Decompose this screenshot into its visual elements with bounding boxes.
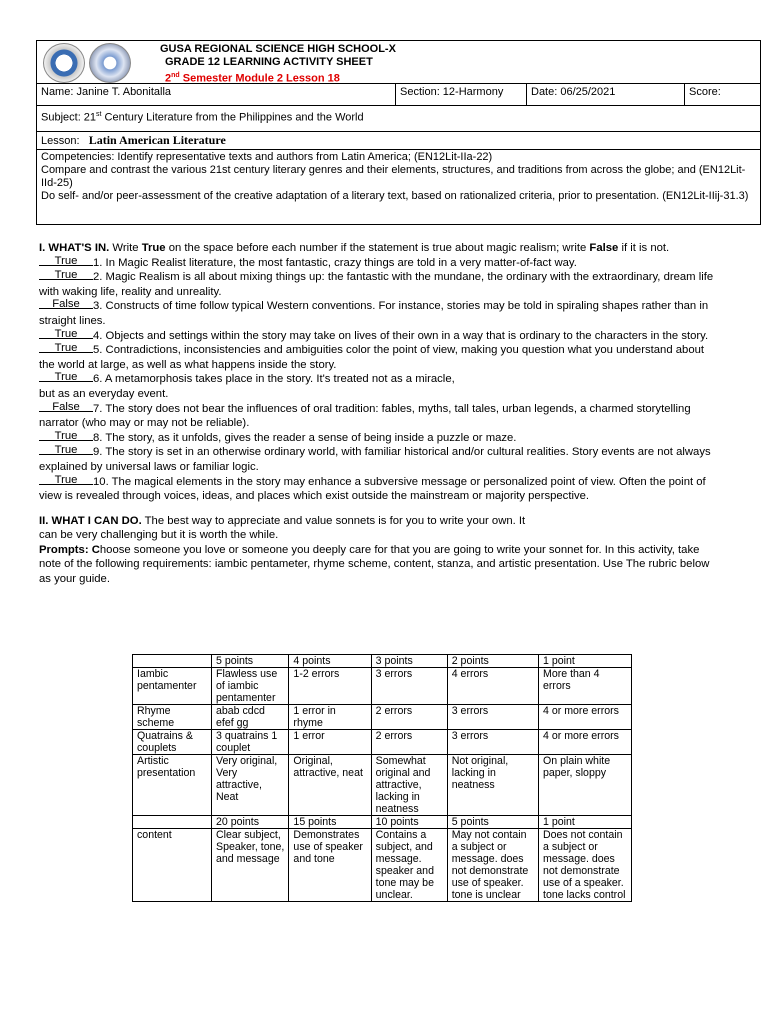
rubric-criterion: Iambic pentamenter bbox=[133, 668, 212, 705]
item-7: False 7. The story does not bear the influences of oral tradition: fables, myths, tall tales, urban legends, a charmed storytelling narrator (who may or may not be reliable). bbox=[39, 400, 691, 430]
item-10: True 10. The magical elements in the story may enhance a subversive message or personalized point of view. Often the point of view is revealed through voices, ideas, and places which exist outside the mainstream or majority perspective. bbox=[39, 473, 706, 503]
rubric-cell: 5 points bbox=[212, 655, 289, 668]
rubric-cell: 2 errors bbox=[371, 705, 447, 730]
rubric-cell: May not contain a subject or message. does not demonstrate use of speaker. tone is unclear bbox=[447, 829, 538, 902]
rubric-cell: abab cdcd efef gg bbox=[212, 705, 289, 730]
rubric-cell: Does not contain a subject or message. does not demonstrate use of a speaker. tone lacks control bbox=[539, 829, 632, 902]
rubric-cell: Original, attractive, neat bbox=[289, 755, 371, 816]
rubric-cell: 2 points bbox=[447, 655, 538, 668]
answer-blank[interactable]: True bbox=[39, 484, 93, 485]
rubric-cell: Contains a subject, and message. speaker and tone may be unclear. bbox=[371, 829, 447, 902]
rubric-cell: 3 errors bbox=[447, 730, 538, 755]
rubric-cell: 4 errors bbox=[447, 668, 538, 705]
rubric-cell: On plain white paper, sloppy bbox=[539, 755, 632, 816]
rubric-cell: More than 4 errors bbox=[539, 668, 632, 705]
answer-blank[interactable]: True bbox=[39, 279, 93, 280]
rubric-cell: Demonstrates use of speaker and tone bbox=[289, 829, 371, 902]
answer-blank[interactable]: True bbox=[39, 454, 93, 455]
rubric-cell: 2 errors bbox=[371, 730, 447, 755]
rubric-row bbox=[133, 668, 632, 705]
lesson-title: Latin American Literature bbox=[88, 133, 226, 147]
rubric-row bbox=[133, 816, 632, 829]
student-name: Name: Janine T. Abonitalla bbox=[41, 86, 172, 98]
answer-blank[interactable]: True bbox=[39, 338, 93, 339]
part2-intro-2: can be very challenging but it is worth the while. bbox=[39, 529, 279, 542]
sheet-title: GRADE 12 LEARNING ACTIVITY SHEET bbox=[165, 56, 373, 68]
date-field: Date: 06/25/2021 bbox=[526, 84, 684, 105]
answer-blank[interactable]: True bbox=[39, 381, 93, 382]
item-6: True 6. A metamorphosis takes place in the story. It's treated not as a miracle, bbox=[39, 372, 719, 387]
item-6-cont: but as an everyday event. bbox=[39, 387, 169, 400]
item-3: False 3. Constructs of time follow typical Western conventions. For instance, stories may be told in spiraling shapes rather than in straight lines. bbox=[39, 298, 709, 327]
rubric-cell: 4 or more errors bbox=[539, 705, 632, 730]
rubric-cell: 15 points bbox=[289, 816, 371, 829]
answer-blank[interactable]: True bbox=[39, 352, 93, 353]
rubric-cell: 3 errors bbox=[371, 668, 447, 705]
rubric-row bbox=[133, 730, 632, 755]
answer-blank[interactable]: True bbox=[39, 440, 93, 441]
item-4: True 4. Objects and settings within the story may take on lives of their own in a way that is ordinary to the characters in the story. bbox=[39, 329, 719, 344]
prompts: Prompts: Choose someone you love or someone you deeply care for that you are going to write your sonnet for. In this activity, take note of the following requirements: iambic pentameter, rhyme scheme, content, stanza, and artistic presentation. Use The rubric below as your guide. bbox=[39, 543, 710, 586]
rubric-criterion bbox=[133, 816, 212, 829]
part1-instructions: I. WHAT'S IN. Write True on the space before each number if the statement is true about magic realism; write False if it is not. bbox=[39, 242, 670, 254]
item-1: True 1. In Magic Realist literature, the most fantastic, crazy things are told in a very matter-of-fact way. bbox=[39, 256, 719, 271]
rubric-cell: 1 error bbox=[289, 730, 371, 755]
rubric-cell: 3 quatrains 1 couplet bbox=[212, 730, 289, 755]
competencies: Competencies: Identify representative texts and authors from Latin America; (EN12Lit-IIa-22) Compare and contrast the various 21st century literary genres and their elements, structures, and traditions from across the globe; and (EN12Lit-IId-25) Do self- and/or peer-assessment of the creative adaptation of a literary text, based on rationalized criteria, prior to presentation. (EN12Lit-IIij-31.3) bbox=[37, 149, 760, 224]
rubric-cell: 1-2 errors bbox=[289, 668, 371, 705]
rubric-cell: 4 or more errors bbox=[539, 730, 632, 755]
item-2: True 2. Magic Realism is all about mixing things up: the fantastic with the mundane, the ordinary with the extraordinary, dream life with waking life, reality and unreality. bbox=[39, 269, 714, 298]
rubric-cell: 3 points bbox=[371, 655, 447, 668]
school-name: GUSA REGIONAL SCIENCE HIGH SCHOOL-X bbox=[160, 43, 396, 55]
rubric-cell: Flawless use of iambic pentamenter bbox=[212, 668, 289, 705]
subject-row: Subject: 21st Century Literature from the Philippines and the World bbox=[37, 105, 760, 131]
title-row bbox=[37, 41, 760, 83]
header-table bbox=[36, 40, 761, 225]
rubric-row bbox=[133, 829, 632, 902]
rubric-row bbox=[133, 705, 632, 730]
answer-blank[interactable]: True bbox=[39, 265, 93, 266]
rubric-row bbox=[133, 655, 632, 668]
rubric-cell: 1 error in rhyme bbox=[289, 705, 371, 730]
rubric-table bbox=[132, 654, 632, 902]
rubric-cell: 1 point bbox=[539, 655, 632, 668]
rubric-criterion: content bbox=[133, 829, 212, 902]
rubric-cell: 3 errors bbox=[447, 705, 538, 730]
semester-line: 2nd Semester Module 2 Lesson 18 bbox=[165, 72, 340, 85]
rubric-cell: Clear subject, Speaker, tone, and message bbox=[212, 829, 289, 902]
rubric-criterion bbox=[133, 655, 212, 668]
deped-seal-logo bbox=[43, 43, 85, 83]
rubric-cell: 1 point bbox=[539, 816, 632, 829]
rubric-cell: Very original, Very attractive, Neat bbox=[212, 755, 289, 816]
rubric-row bbox=[133, 755, 632, 816]
score-field: Score: bbox=[684, 84, 760, 105]
section-field: Section: 12-Harmony bbox=[395, 84, 526, 105]
rubric-cell: 10 points bbox=[371, 816, 447, 829]
lesson-row: Lesson: Latin American Literature bbox=[37, 131, 760, 149]
rubric-criterion: Quatrains & couplets bbox=[133, 730, 212, 755]
worksheet-body bbox=[39, 241, 719, 587]
item-5: True 5. Contradictions, inconsistencies and ambiguities color the point of view, making you question what you understand about the world at large, as well as what happens inside the story. bbox=[39, 342, 705, 371]
item-8: True 8. The story, as it unfolds, gives the reader a sense of being inside a puzzle or maze. bbox=[39, 431, 719, 446]
rubric-criterion: Artistic presentation bbox=[133, 755, 212, 816]
rubric-cell: 5 points bbox=[447, 816, 538, 829]
rubric-criterion: Rhyme scheme bbox=[133, 705, 212, 730]
info-row bbox=[37, 83, 760, 105]
rubric-cell: Not original, lacking in neatness bbox=[447, 755, 538, 816]
answer-blank[interactable]: False bbox=[39, 411, 93, 412]
rubric-cell: Somewhat original and attractive, lacking in neatness bbox=[371, 755, 447, 816]
answer-blank[interactable]: False bbox=[39, 308, 93, 309]
part2-intro: II. WHAT I CAN DO. The best way to appreciate and value sonnets is for you to write your own. It bbox=[39, 514, 526, 527]
school-seal-logo bbox=[89, 43, 131, 83]
rubric-cell: 4 points bbox=[289, 655, 371, 668]
item-9: True 9. The story is set in an otherwise ordinary world, with familiar historical and/or cultural realities. Story events are not always explained by universal laws or familiar logic. bbox=[39, 444, 711, 473]
rubric-cell: 20 points bbox=[212, 816, 289, 829]
